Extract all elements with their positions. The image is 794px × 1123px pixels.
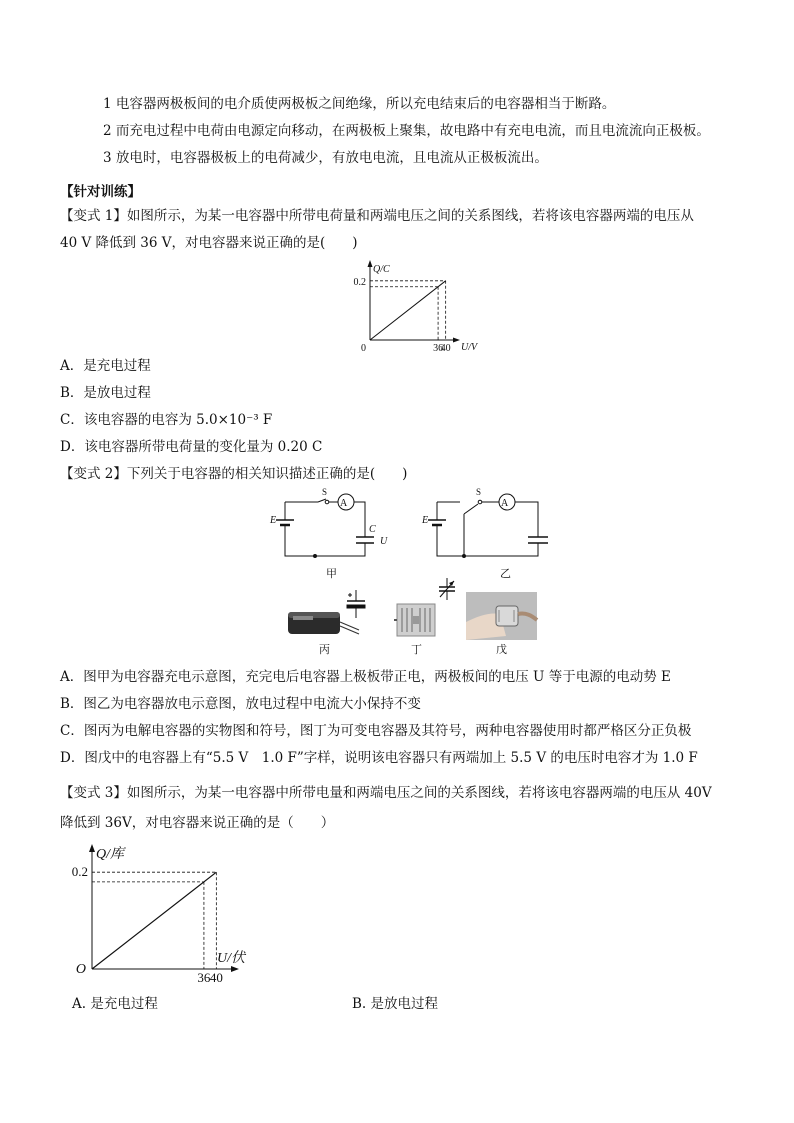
intro-line-1: 1 电容器两极板间的电介质使两极板之间绝缘，所以充电结束后的电容器相当于断路。	[103, 96, 616, 112]
q2-option-b: B．图乙为电容器放电示意图，放电过程中电流大小保持不变	[60, 696, 421, 712]
q1-option-c: C．该电容器的电容为 5.0×10⁻³ F	[60, 412, 273, 428]
q1-ytick-0.2: 0.2	[353, 276, 366, 288]
q3-chart	[70, 842, 260, 985]
q3-stem-line2: 降低到 36V，对电容器来说正确的是（ ）	[60, 815, 335, 831]
q1-option-a: A．是充电过程	[60, 358, 151, 374]
intro-line-3: 3 放电时，电容器极板上的电荷减少，有放电电流，且电流从正极板流出。	[103, 150, 548, 166]
q1-ylabel: Q/C	[373, 264, 390, 275]
intro-line-2: 2 而充电过程中电荷由电源定向移动，在两极板上聚集，故电路中有充电电流，而且电流流向正极板。	[103, 123, 710, 139]
circuit-yi-ammeter-label: A	[501, 498, 509, 509]
variable-capacitor-photo	[394, 598, 439, 640]
circuit-jia-ammeter-label: A	[340, 498, 348, 509]
q3-series-line	[92, 872, 216, 969]
q2-option-a: A．图甲为电容器充电示意图，充完电后电容器上极板带正电，两极板间的电压 U 等于电源的电动势 E	[60, 669, 671, 685]
electrolytic-capacitor-symbol	[344, 590, 368, 620]
q1-option-b: B．是放电过程	[60, 385, 151, 401]
q3-y-arrow	[89, 844, 95, 852]
q2-option-d: D．图戊中的电容器上有“5.5 V 1.0 F”字样，说明该电容器只有两端加上 5.5 V 的电压时电容才为 1.0 F	[60, 750, 698, 766]
circuit-yi-switch-label: S	[476, 487, 482, 497]
q1-option-d: D．该电容器所带电荷量的变化量为 0.20 C	[60, 439, 323, 455]
q1-x-arrow	[453, 338, 460, 343]
q1-stem-line1: 【变式 1】如图所示，为某一电容器中所带电荷量和两端电压之间的关系图线，若将该电容器两端的电压从	[60, 208, 694, 224]
q3-option-a: A. 是充电过程	[72, 996, 158, 1012]
circuit-jia-cap-label: C	[369, 524, 376, 535]
q1-xtick-40: 40	[440, 343, 451, 354]
circuit-jia-switch-label: S	[322, 487, 328, 497]
q1-stem-line2: 40 V 降低到 36 V，对电容器来说正确的是( )	[60, 235, 358, 251]
q3-x-arrow	[231, 966, 239, 972]
q3-ytick-0.2: 0.2	[71, 864, 88, 880]
label-jia: 甲	[326, 568, 337, 580]
q1-chart	[350, 258, 480, 353]
variable-capacitor-symbol	[436, 578, 458, 602]
q1-origin: 0	[361, 343, 366, 354]
q3-ylabel: Q/库	[96, 847, 124, 862]
supercapacitor-photo	[466, 592, 537, 640]
q1-xtick-36: 36	[433, 343, 444, 354]
section-title: 【针对训练】	[60, 184, 141, 200]
circuit-yi-emf-label: E	[422, 515, 429, 526]
q1-xlabel: U/V	[461, 342, 478, 353]
q1-series-line	[370, 281, 446, 340]
q1-y-arrow	[368, 260, 373, 267]
label-wu: 戊	[496, 643, 507, 656]
circuit-yi	[420, 487, 555, 582]
q3-option-b: B. 是放电过程	[352, 996, 439, 1012]
q3-xtick-36: 36	[197, 970, 211, 985]
q2-stem: 【变式 2】下列关于电容器的相关知识描述正确的是( )	[60, 466, 408, 482]
q3-origin: O	[75, 962, 86, 977]
q3-xlabel: U/伏	[217, 951, 245, 966]
circuit-jia-voltage-label: U	[380, 536, 388, 547]
q3-stem-line1: 【变式 3】如图所示，为某一电容器中所带电量和两端电压之间的关系图线，若将该电容器两端的电压从 40V	[60, 785, 712, 801]
q3-xtick-40: 40	[209, 970, 223, 985]
label-ding: 丁	[411, 643, 422, 656]
q2-option-c: C．图丙为电解电容器的实物图和符号，图丁为可变电容器及其符号，两种电容器使用时都严格区分正负极	[60, 723, 692, 739]
label-bing: 丙	[319, 643, 330, 656]
circuit-jia-emf-label: E	[270, 515, 277, 526]
label-yi: 乙	[500, 568, 511, 580]
circuit-jia	[268, 487, 398, 582]
